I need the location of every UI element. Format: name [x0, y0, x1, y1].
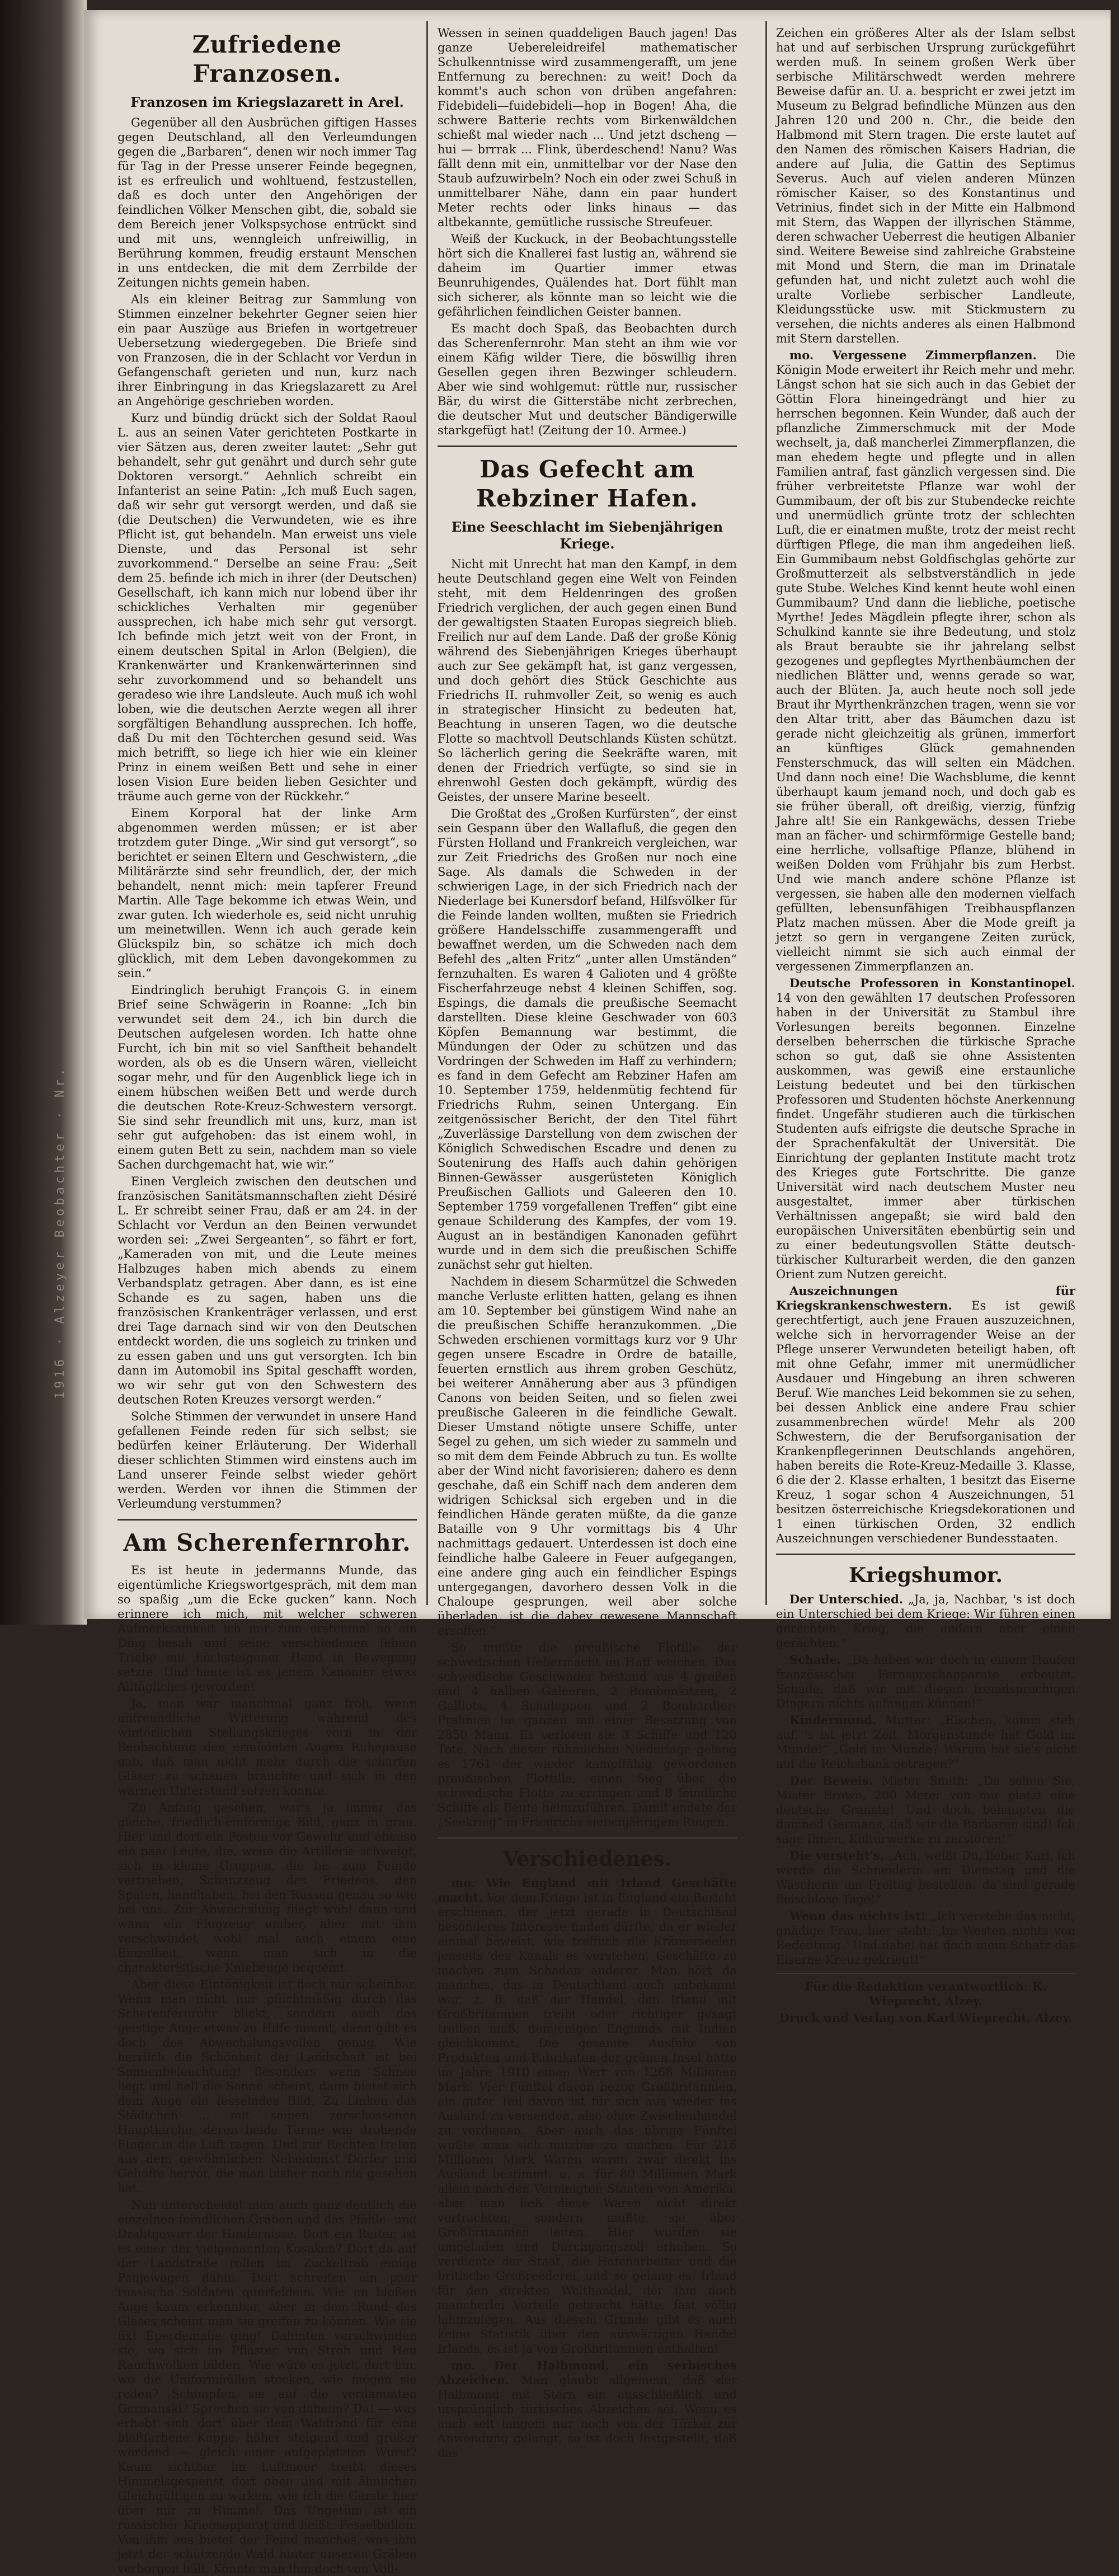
book-binding [0, 0, 87, 1625]
paragraph: Einem Korporal hat der linke Arm abgenommen werden müssen; er ist aber trotzdem guter Dinge. „Wir sind gut versorgt“, so berichtet er seinen Eltern und Geschwistern, „die Militärärzte sind sehr freundlich, der, der mich behandelt, nennt mich: mein tapferer Freund Martin. Alle Tage bekomme ich etwas Wein, und zwar guten. Ich wiederhole es, seid nicht unruhig um meinetwillen. Wenn ich auch gerade kein Glückspilz bin, so schätze ich mich doch glücklich, mit dem Leben davongekommen zu sein.“ [117, 806, 417, 980]
paragraph: So mußte die preußische Flotille der schwedischen Uebermacht im Haff weichen. Das schwedische Geschwader bestand aus 4 großen und 4 halben Galeeren, 2 Bombenkitzen, 2 Galliots, 4 Schaluppen und 2 Bombardier-Prahmen im ganzen mit einer Besatzung von 2850 Mann. Es verloren sie 3 Schiffe und 120 Tote. Nach dieser rühmlichen Niederlage gelang es 1761 der wieder kampffähig gewordenen preußischen Flottille, einen Sieg über die schwedische Flotte zu erringen und 8 feindliche Schiffe als Beute heimzuführen. Damit endete der „Seekrieg“ in Friedrichs siebenjährigem Ringen. [438, 1641, 737, 1829]
news-item [438, 2358, 737, 2460]
paragraph: Die Großtat des „Großen Kurfürsten“, der einst sein Gespann über den Wallafluß, die gegen den Fürsten Holland und Frankreich vergleichen, war zur Zeit Friedrichs des Großen nur noch eine Sage. Als damals die Schweden in der schwierigen Lage, in der sich Friedrich nach der Niederlage bei Kunersdorf befand, Hilfsvölker für die Feinde landen wollten, mußten sie Friedrich größere Handelsschiffe zusammengerafft und bewaffnet werden, um die Schweden nach dem Befehl des „alten Fritz“ „unter allen Umständen“ fernzuhalten. Es waren 4 Galioten und 4 größte Fischerfahrzeuge nebst 4 kleinen Schiffen, sog. Espings, die damals die preußische Seemacht darstellten. Diese kleine Geschwader von 603 Köpfen Bemannung war bestimmt, die Mündungen der Oder zu schützen und das Vordringen der Schweden im Haff zu verhindern; es fand in dem Gefecht am Rebziner Hafen am 10. September 1759, heldenmütig fechtend für Friedrichs Ruhm, seinen Untergang. Ein zeitgenössischer Bericht, der den Titel führt „Zuverlässige Darstellung von dem zwischen der Königlich Schwedischen Escadre und denen zu Soutenirung des Haffs auch dahin gehörigen Binnen-Gewässer ausgerüsteten Königlich Preußischen Galliots und Galeeren den 10. September 1759 vorgefallenen Treffen“ gibt eine genaue Schilderung des Kampfes, der vom 19. August an in beständigen Kanonaden geführt wurde und in dem sich die preußischen Schiffe zunächst sehr gut hielten. [438, 807, 737, 1271]
paragraph: Solche Stimmen der verwundet in unsere Hand gefallenen Feinde reden für sich selbst; sie bedürfen keiner Erläuterung. Der Widerhall dieser schlichten Stimmen wird einstens auch im Land unserer Feinde selbst wieder gehört werden. Werden vor ihnen die Stimmen der Verleumdung verstummen? [117, 1410, 417, 1510]
joke-body: „Ach, weißt Du, lieber Karl, ich werde die Schneiderin am Dienstag und die Wäscherin am Freitag bestellen, da sind gerade fleischlose Tage!“ [776, 1849, 1075, 1906]
news-item [776, 976, 1075, 1282]
joke-item [776, 1909, 1075, 1967]
news-item-body: Vor dem Kriege ist in England ein Bericht erschienen, der jetzt gerade in Deutschland besonderes Interesse finden dürfte, da er wieder einmal beweist, wie trefflich die Krämerseelen jenseits des Kanals es verstehen, Geschäfte zu machen zum Schaden anderer. Man hört da manches, das in Deutschland noch unbekannt war, z. B. daß der Handel, den Irland mit Großbritannien treibt oder richtiger gesagt treiben muß, demjenigen Englands mit Indien gleichkommt. Die gesamte Ausfuhr von Produkten und Fabrikaten der grünen Insel hatte im Jahre 1910 einen Wert von 1268 Millionen Mark. Vier Fünftel davon bezog Großbritannien, ein guter Teil davon ist für sich aus wieder ins Ausland zu versenden, also ohne Zwischenhandel zu verdienen. Aber auch das übrige Fünftel wußte man sich nutzbar zu machen. Für 216 Millionen Mark Waren waren zwar direkt ins Ausland bestimmt, u. a. für 80 Millionen Mark allein nach den Vereinigten Staaten von Amerika, aber man ließ diese Waren nicht direkt verfrachten, sondern mußte sie über Großbritannien leiten. Hier wurden sie umgeladen und Durchgangszoll erhoben. So verdiente der Staat, die Hafenarbeiter und die britische Großreederei, und so gelang es, Irland für den direkten Welthandel, der ihm doch mancherlei Vorteile gebracht hätte, fast völlig lahmzulegen. Aus diesem Grunde gibt es auch keine Statistik über den auswärtigen Handel Irlands, es ist ja von Großbritannien enthalten! [438, 1891, 737, 2356]
news-item-body: Es ist gewiß gerechtfertigt, auch jene Frauen auszuzeichnen, welche sich in hervorragender Weise an der Pflege unserer Verwundeten beteiligt haben, oft mit ohne Gefahr, immer mit unermüdlicher Ausdauer und Hingebung an ihren schweren Beruf. Wie manches Leid bekommen sie zu sehen, bei dessen Anblick eine andere Frau schier zusammenbrechen würde! Mehr als 200 Schwestern, die der Berufsorganisation der Krankenpflegerinnen Deutschlands angehören, haben bereits die Rote-Kreuz-Medaille 3. Klasse, 6 die der 2. Klasse erhalten, 1 besitzt das Eiserne Kreuz, 1 sogar schon 4 Auszeichnungen, 51 besitzen österreichische Kriegsdekorationen und 1 einen türkischen Orden, 32 endlich Auszeichnungen verschiedener Bundesstaaten. [776, 1299, 1075, 1545]
joke-item [776, 1653, 1075, 1711]
article-subtitle-kriegslazarett: Franzosen im Kriegslazarett in Arel. [130, 94, 404, 110]
news-item-head: mo. Wie England mit Irland Geschäfte macht. [438, 1876, 737, 1904]
paragraph: Zeichen ein größeres Alter als der Islam selbst hat und auf serbischen Ursprung zurückgeführt werden muß. In seinem großen Werk über serbische Militärschwedt werden mehrere Beweise dafür an. U. a. bespricht er zwei jetzt im Museum zu Belgrad befindliche Münzen aus den Jahren 120 und 200 n. Chr., die beide den Halbmond mit Stern tragen. Die erste lautet auf den Namen des römischen Kaisers Hadrian, die andere auf Julia, die Gattin des Septimus Severus. Auch auf vielen anderen Münzen römischer Kaiser, so des Konstantinus und Vetrinius, findet sich in der Mitte ein Halbmond mit Stern, das Wappen der illyrischen Stämme, deren schwacher Ueberrest die heutigen Albanier sind. Weitere Beweise sind zahlreiche Grabsteine mit Mond und Stern, die man im Drinatale gefunden hat, und nicht zuletzt auch wohl die uralte Vorliebe serbischer Landleute, Kleidungsstücke usw. mit Stickmustern zu versehen, die nichts anderes als einen Halbmond mit Stern darstellen. [776, 26, 1075, 345]
paragraph: Zu Anfang gesehen, war's ja immer das gleiche, friedlich-einförmige Bild, ganz in grau. Hier und dort ein Posten vor Gewehr und ebenso ein paar Leute, die, wenn die Artillerie schweigt, sich in kleine Gruppen, die bis zum Feinde vertrieben, Schanzzeug des Friedens, den Spaten, handhaben; bei den Russen genau so wie bei uns. Zur Abwechslung fliegt wohl dann und wann ein Flugzeug umher, aber mit ihm verschwindet wohl mal auch einem eine Einzelheit, wenn man sich in die charakteristische Kniebeuge bequemt. [117, 1801, 417, 1974]
section-title-kriegshumor: Kriegshumor. [849, 1564, 1003, 1587]
joke-head: Schade. [789, 1653, 841, 1667]
news-item-head: Auszeichnungen für Kriegskrankenschwestern. [776, 1284, 1075, 1312]
joke-item [776, 1848, 1075, 1907]
article-subtitle-seeschlacht: Eine Seeschlacht im Siebenjährigen Kriege. [451, 519, 723, 552]
publisher-imprint: Druck und Verlag von Karl Wieprecht, Alzey. [779, 2011, 1073, 2025]
news-item [776, 1284, 1075, 1546]
joke-body: Mister Smith: „Da sehen Sie, Mister Brown, 200 Meter von mir platzt eine deutsche Granate! Und doch behaupten die damned Germans, daß wir die Barbaren sind! Ich sage Ihnen, Kulturwerke zu zerstören!“ [776, 1774, 1076, 1846]
article-title-rebziner-hafen: Das Gefecht am Rebziner Hafen. [476, 456, 698, 512]
paragraph: Gegenüber all den Ausbrüchen giftigen Hasses gegen Deutschland, all den Verleumdungen gegen die „Barbaren“, denen wir noch immer Tag für Tag in der Presse unserer Feinde begegnen, ist es erfreulich und wohltuend, festzustellen, daß es doch unter den Angehörigen der feindlichen Völker Menschen gibt, die, sobald sie dem Bereich jener Volkspsychose entrückt sind und mit uns, wenngleich unfreiwillig, in Berührung kommen, freudig erstaunt Menschen in uns entdecken, die mit dem Zerrbilde der Zeitungen nichts gemein haben. [117, 116, 417, 289]
article-divider [438, 445, 737, 447]
paragraph: Einen Vergleich zwischen den deutschen und französischen Sanitätsmannschaften zieht Désiré L. Er schreibt seiner Frau, daß er am 24. in der Schlacht vor Verdun an den Beinen verwundet worden sei: „Zwei Sergeanten“, so fährt er fort, „Kameraden von mit, und die Leute meines Halbzuges haben mich abends zu einem Verbandsplatz getragen. Aber dann, es ist eine Schande es zu sagen, haben uns die französischen Krankenträger verlassen, und erst drei Tage darnach sind wir von den Deutschen entdeckt worden, die uns sogleich zu trinken und zu essen gaben und uns gut versorgten. Ich bin dann im Automobil ins Spital geschafft worden, wo wir sehr gut von den Schwestern des deutschen Roten Kreuzes versorgt werden.“ [117, 1175, 417, 1406]
article-divider [117, 1519, 417, 1521]
news-item-head: mo. Der Halbmond, ein serbisches Abzeichen. [438, 2358, 737, 2387]
column-rule-left [426, 21, 428, 1605]
joke-item [776, 1773, 1075, 1846]
paragraph: Nun unterscheidet man auch ganz deutlich die einzelnen feindlichen Gräben und das Pfähle- und Drahtgewirr der Hindernisse. Dort ein Reiter, ist es einer der vielgenannten Kosaken? Dort da auf der Landstraße rollen im Zuckeltrab einige Panjewagen dahin. Dort schreiten ein paar russische Soldaten querfeldein. Wie im bloßen Auge kaum erkennbar, aber in dem Rund des Glases scheint man sie greifen zu können. Wie sie fix! Eperdemalie ging! Dahinten verschwinden sie, wo sich im Pflaster von Stroh und Heu Rauchwolken bilden. Wie wäre es jetzt, dort hin, wo die Uniformhüllen stecken, wie mögen sie reden? Schimpfen sie auf die verdammten Germanski? Sprechen sie von daheim? Da! — was erhebt sich dort über dem Waldrand für eine blaßfarbene Kuppe, höher steigend und größer werdend — gleich einer aufgeplatzten Wurst? Kaum sichtbar im Luftmeer treibt dieses Himmelsgespenst dort oben und mit ähnlichen Gleichgültigen zu wirken, wie ich die Gerste hier über mir zu Himmel. Das Ungetüm ist ein russischer Kriegsapparat und heißt: Fesselballon. Von ihm aus bietet der Feind manches, was ihm jetzt der schützende Wald hinter unseren Gräben verborgen hält. Könnte man ihm doch von Voll- [117, 2198, 417, 2575]
joke-head: Kindermund. [789, 1713, 877, 1727]
paragraph: Es macht doch Spaß, das Beobachten durch das Scherenfernrohr. Man steht an ihm wie vor einem Käfig wilder Tiere, die böswillig ihren Gesellen gegen ihren Bezwinger schleudern. Aber wie sind wohlgemut: rüttle nur, russischer Bär, du wirst die Gitterstäbe nicht zerbrechen, die deutscher Mut und deutscher Bändigerwille starkgefügt hat! (Zeitung der 10. Armee.) [438, 322, 737, 437]
joke-head: Der Beweis. [789, 1773, 873, 1787]
joke-body: „Da haben wir doch in einem Haufen französischer Fernsprechapparate erbeutet. Schade, daß wir mit diesen fremdsprachigen Dingern nichts anfangen können!“ [776, 1653, 1075, 1710]
column-middle [438, 26, 737, 2460]
paragraph: Aber diese Eintönigkeit ist doch nur scheinbar. Wenn man nicht nur pflichtmäßig durch das Scherenfernrohr blickt, sondern auch das geistige Auge etwas zu Hilfe nimmt, dann gibt es doch des Abwechslungsvollen genug. Wie herrlich die Schönheit der Landschaft ist bei Sonnenbeleuchtung! Besonders wenn Schnee liegt und hell die Sonne scheint, dann bietet sich dem Auge ein fesselndes Bild. Zu Linken das Städtchen ... mit seinen zerschossenen Hauptkirche, deren beide Türme wie drohende Finger in die Luft ragen. Und zur Rechten treten aus dem gewöhnlichen Nebeldunst Dörfer und Gehöfte hervor, die man bisher noch nie gesehen hat. [117, 1978, 417, 2195]
column-left [117, 26, 417, 2575]
binding-label: 1916 · Alzeyer Beobachter · Nr. [53, 1065, 67, 1399]
joke-body: Mutter: „Elschen, komm steh auf, 's ist jetzt Zeit, Morgenstunde hat Gold im Munde!“ „Gold im Munde? Warum hat sie's nicht auf die Reichsbank getragen?“ [776, 1714, 1075, 1771]
paragraph: Nachdem in diesem Scharmützel die Schweden manche Verluste erlitten hatten, gelang es ihnen am 10. September bei günstigem Wind nahe an die preußischen Schiffe heranzukommen. „Die Schweden erschienen vormittags kurz vor 9 Uhr gegen unsere Escadre in Ordre de bataille, feuerten ernstlich aus ihrem groben Geschütz, bei weiterer Annäherung aber aus 3 pfündigen Canons von beiden Seiten, und so fielen zwei preußische Galeeren in die feindliche Gewalt. Dieser Umstand nötigte unsere Schiffe, unter Segel zu gehen, um sich wieder zu sammeln und so mit dem dem Feinde Abbruch zu tun. Es wollte aber der Wind nicht favorisieren; dahero es denn geschahe, daß ein Schiff nach dem anderen dem widrigen Schicksal sich ergeben und in die feindlichen Hände geraten müßte, da die ganze Bataille von 9 Uhr vormittags bis 4 Uhr nachmittags gedauert. Unterdessen ist doch eine feindliche halbe Galeere in Feuer aufgegangen, eine andere ging auch ein feindlicher Espings untergegangen, davorhero dessen Volk in die Chaloupe gesprungen, weil aber solche überladen, ist die dabey gewesene Mannschaft ersoffen.“ [438, 1275, 737, 1637]
news-item [438, 1876, 737, 2356]
article-title-zufriedene-franzosen: Zufriedene Franzosen. [192, 31, 342, 87]
column-rule-right [765, 21, 767, 1605]
news-item-head: mo. Vergessene Zimmerpflanzen. [789, 348, 1037, 362]
paragraph: Ja, man war manchmal ganz froh, wenn unfreundliche Witterung während des winterlichen Stellungskrieges vorn in der Beobachtung den ermüdeten Augen Ruhepause gab, daß man nicht mehr durch die scharfen Gläser zu schauen brauchte und sich in den warmen Unterstand setzen konnte. [117, 1697, 417, 1798]
news-item-head: Deutsche Professoren in Konstantinopel. [789, 976, 1075, 990]
joke-item [776, 1592, 1075, 1650]
section-divider [438, 1837, 737, 1839]
editor-imprint: Für die Redaktion verantwortlich: K. Wieprecht, Alzey. [805, 1979, 1047, 2008]
paragraph: Kurz und bündig drückt sich der Soldat Raoul L. aus an seinen Vater gerichteten Postkarte in vier Sätzen aus, deren zweiter lautet: „Sehr gut behandelt, sehr gut genährt und durch sehr gute Doktoren versorgt.“ Aehnlich schreibt ein Infanterist an seine Patin: „Ich muß Euch sagen, daß wir sehr gut versorgt werden, und daß sie (die Deutschen) die Verwundeten, wie es ihre Pflicht ist, gut behandeln. Man erweist uns viele Dienste, und das Personal ist sehr zuvorkommend.“ Derselbe an seine Frau: „Seit dem 25. befinde ich mich in ihrer (der Deutschen) Gesellschaft, ich kann mich nur lobend über ihr schickliches Verhalten mir gegenüber aussprechen, ich habe mich sehr gut versorgt. Ich befinde mich jetzt weit von der Front, in einem deutschen Spital in Arlon (Belgien), die Krankenwärter und Krankenwärterinnen sind sehr zuvorkommend und so behandelt uns geradeso wie ihre Landsleute. Auch muß ich wohl loben, wie die deutschen Aerzte wegen all ihrer sorgfältigen Behandlung aussprechen. Ich hoffe, daß Du mit den Töchterchen gesund seid. Was mich betrifft, so liege ich hier wie ein kleiner Prinz in einem weißen Bett und sehe in einer losen Vision Eure beiden lieben Gesichter und träume auch gerne von der Rückkehr.“ [117, 411, 417, 803]
column-right [776, 26, 1076, 2025]
section-divider [776, 1554, 1075, 1555]
news-item-body: Die Königin Mode erweitert ihr Reich mehr und mehr. Längst schon hat sie sich auch in das Gebiet der Göttin Flora hineingedrängt und hier zu herrschen begonnen. Kein Wunder, daß auch der pflanzliche Zimmerschmuck mit der Mode wechselt, ja, daß mancherlei Zimmerpflanzen, die man ehedem hegte und pflegte und in allen Familien antraf, fast gänzlich vergessen sind. Die früher verbreitetste Pflanze war wohl der Gummibaum, der oft bis zur Stubendecke reichte und unermüdlich grünte trotz der schlechten Luft, die er einatmen mußte, trotz der meist recht dürftigen Pflege, die man ihm angedeihen ließ. Ein Gummibaum nebst Goldfischglas gehörte zur Großmutterzeit als selbstverständlich in jede gute Stube. Welches Kind kennt heute wohl einen Gummibaum? Und dann die liebliche, poetische Myrthe! Jedes Mägdlein pflegte ihrer, schon als Schulkind kannte sie ihre Bedeutung, und stolz als Braut beraubte sie ihr jahrelang selbst gezogenes und gepflegtes Myrthenbäumchen der niedlichen Blätter und, wenns gerade so war, auch der Blüten. Ja, auch heute noch soll jede Braut ihr Myrthenkränzchen tragen, wenn sie vor den Altar tritt, aber das Bäumchen dazu ist gerade nicht gleichzeitig als grünen, immerfort an künftiges Glück gemahnenden Fensterschmuck, das will selten ein Mädchen. Und dann noch eine! Die Wachsblume, die kennt überhaupt kaum jemand noch, und doch gab es sie früher überall, oft dreißig, vierzig, fünfzig Jahre alt! Sie ein Rankgewächs, dessen Triebe man an fächer- und schirmförmige Gestelle band; eine herrliche, vollsaftige Pflanze, blühend in weißen Dolden vom Frühjahr bis zum Herbst. Und wie manch andere schöne Pflanze ist vergessen, sie haben alle den modernen vielfach gefüllten, lebensunfähigen Treibhauspflanzen Platz machen müssen. Aber die Mode greift ja jetzt so gern in vergangene Zeiten zurück, vielleicht nimmt sie sich auch einmal der vergessenen Zimmerpflanzen an. [776, 349, 1075, 973]
paragraph: Eindringlich beruhigt François G. in einem Brief seine Schwägerin in Roanne: „Ich bin verwundet seit dem 24., ich bin durch die Deutschen aufgelesen worden. Ich hatte ohne Furcht, ich bin mit so viel Sanftheit behandelt worden, als ob es die Unsern wären, vielleicht sogar mehr, und für den Augenblick liege ich in einem hübschen weißen Bett und werde durch die deutschen Rote-Kreuz-Schwestern versorgt. Sie sind sehr freundlich mit uns, kurz, man ist sehr gut aufgehoben: das ist einem wohl, in einem guten Bett zu sein, nachdem man so viele Sachen durchgemacht hat, wie wir.“ [117, 983, 417, 1171]
paragraph: Wessen in seinen quaddeligen Bauch jagen! Das ganze Uebereleidreifel mathematischer Schulkenntnisse wird zusammengerafft, um jene Entfernung zu berechnen: zu weit! Doch da kommt's auch schon von drüben angefahren: Fidebideli—fuidebideli—hop in Bogen! Aha, die schwere Batterie rechts vom Birkenwäldchen schießt mal wieder nach ... Und jetzt dscheng — hui — brrrak ... Flink, überdeschend! Nanu? Was fällt denn mit ein, unmittelbar vor der Nase den Staub aufzuwirbeln? Noch ein oder zwei Schuß in unmittelbarer Nähe, dann ein paar hundert Meter rechts oder links hinaus — das altbekannte, gemütliche russische Streufeuer. [438, 26, 737, 229]
joke-head: Die versteht's. [789, 1848, 885, 1862]
footer-divider [776, 1973, 1075, 1974]
joke-item [776, 1713, 1075, 1771]
paragraph: Weiß der Kuckuck, in der Beobachtungsstelle hört sich die Knallerei fast lustig an, während sie daheim im Quartier immer etwas Beunruhigendes, Quälendes hat. Dort fühlt man sich sicherer, als könnte man so leicht wie die gefährlichen feindlichen Geister bannen. [438, 232, 737, 318]
paragraph: Es ist heute in jedermanns Munde, das eigentümliche Kriegswortgespräch, mit dem man so spaßig „um die Ecke gucken“ kann. Noch erinnere ich mich, mit welcher schweren Aufmerksamkeit ich mir zum erstenmal so ein Ding besah und seine verschiedenen feinen Triebe mit höchsteigener Hand in Bewegung setzte. Und heute ist es jenem Kanonier etwas Alltägliches geworden! [117, 1564, 417, 1693]
news-item-body: Man glaubt allgemein, daß der Halbmond mit Stern ein ausschließlich und ursprünglich türkisches Abzeichen sei. Wenn es auch seit langem nur noch von der Türkei zur Anwendung gelangt, so ist doch festgestellt, daß das [438, 2373, 737, 2460]
joke-body: „Ich verstehe das nicht, gnädige Frau, hier steht: ,Im Westen nichts von Bedeutung.' Und dabei hat doch mein Schatz das Eiserne Kreuz gekriegt!“ [776, 1909, 1075, 1967]
article-title-scherenfernrohr: Am Scherenfernrohr. [123, 1529, 411, 1556]
joke-head: Wenn das nichts ist! [789, 1909, 927, 1923]
joke-body: „Ja, ja, Nachbar, 's ist doch ein Unterschied bei dem Kriege: Wir führen einen gerechten Krieg, die andern aber einen gerächten.“ [776, 1593, 1075, 1650]
paragraph: Als ein kleiner Beitrag zur Sammlung von Stimmen einzelner bekehrter Gegner seien hier ein paar Auszüge aus Briefen in wortgetreuer Uebersetzung wiedergegeben. Die Briefe sind von Franzosen, die in der Schlacht vor Verdun in Gefangenschaft gerieten und nun, kurz nach ihrer Einbringung in das Kriegslazarett zu Arel an Angehörige geschrieben worden. [117, 293, 417, 408]
joke-head: Der Unterschied. [789, 1592, 904, 1606]
news-item-body: 14 von den gewählten 17 deutschen Professoren haben in der Universität zu Stambul ihre Vorlesungen bereits begonnen. Einzelne derselben beherrschen die türkische Sprache schon so gut, daß sie ohne Assistenten auskommen, was gewiß eine erstaunliche Leistung bedeutet und bei den türkischen Professoren und Studenten höchste Anerkennung findet. Ungefähr studieren auch die türkischen Studenten aufs eifrigste die deutsche Sprache in der Sprachenfakultät der Universität. Die Einrichtung der geplanten Institute macht trotz des Krieges gute Fortschritte. Die ganze Universität wird nach deutschem Muster neu ausgestaltet, immer aber türkischen Verhältnissen angepaßt; sie wird bald den europäischen Universitäten ebenbürtig sein und zu einer bedeutungsvollen Stätte deutsch-türkischer Kulturarbeit werden, die den ganzen Orient zum Nutzen gereicht. [776, 991, 1075, 1281]
section-title-verschiedenes: Verschiedenes. [502, 1847, 672, 1871]
paragraph: Nicht mit Unrecht hat man den Kampf, in dem heute Deutschland gegen eine Welt von Feinden steht, mit dem Heldenringen des großen Friedrich verglichen, der auch gegen einen Bund der gewaltigsten Staaten Europas siegreich blieb. Freilich nur auf dem Lande. Daß der große König während des Siebenjährigen Krieges überhaupt auch zur See gekämpft hat, ist ganz vergessen, und doch gehört dies Stück Geschichte aus Friedrichs II. ruhmvoller Zeit, so wenig es auch in strategischer Hinsicht zu bedeuten hat, Beachtung in unseren Tagen, wo die deutsche Flotte so machtvoll Deutschlands Küsten schützt. So lächerlich gering die Seekräfte waren, mit denen der Friedrich verfügte, so sind sie in ehrenwohl Gesten doch gekämpft, würdig des Geistes, der unsere Marine beseelt. [438, 557, 737, 804]
newspaper-sheet [84, 10, 1111, 2575]
news-item [776, 348, 1075, 974]
